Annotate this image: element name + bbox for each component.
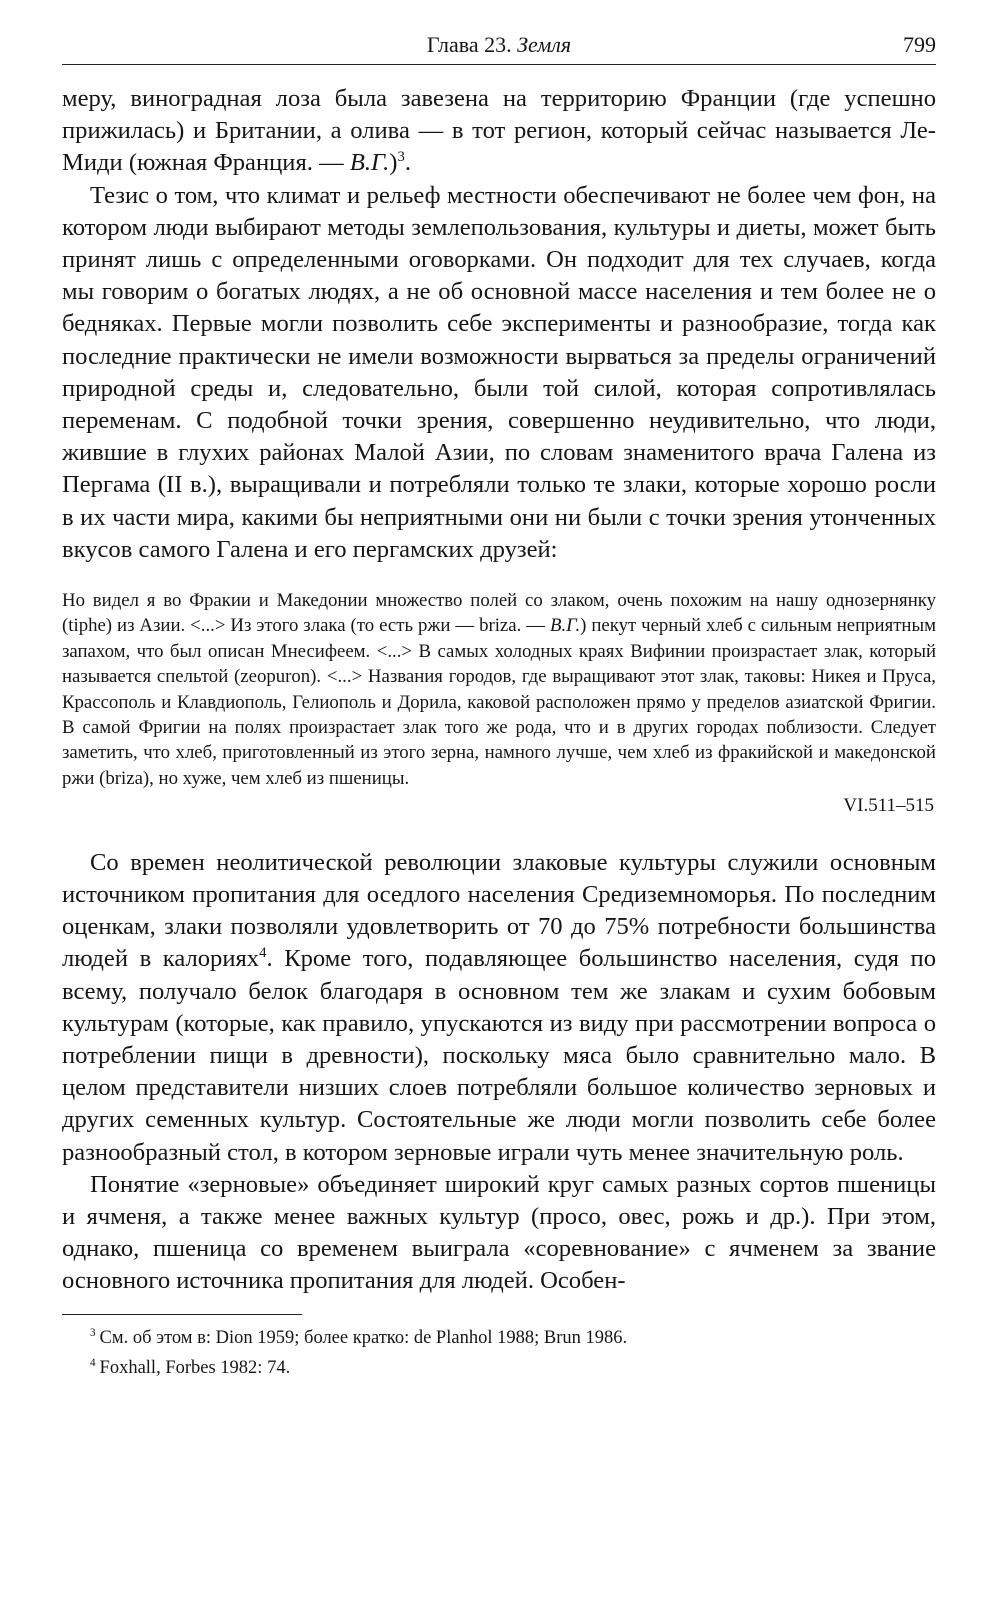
period: . xyxy=(404,149,412,177)
footnote-4 xyxy=(62,1351,936,1381)
header-rule xyxy=(62,64,936,65)
chapter-title: Земля xyxy=(517,32,572,57)
chapter-label: Глава 23. xyxy=(426,32,512,57)
footnotes xyxy=(62,1321,936,1381)
paragraph-1-text: меру, виноградная лоза была завезена на территорию Франции (где успешно прижилась) и Британии, а олива — в тот регион, который сейчас называется Ле-Миди (южная Франция. — xyxy=(62,85,936,177)
main-text-continued xyxy=(62,847,936,1298)
quote-text-a: Но видел я во Фракии и Македонии множество полей со злаком, очень похожим на нашу однозернянку (tiphe) из Азии. <...> Из этого злака (то есть ржи — briza. — xyxy=(62,590,936,637)
paragraph-3 xyxy=(62,847,936,1169)
footnote-3-text: См. об этом в: Dion 1959; более кратко: de Planhol 1988; Brun 1986. xyxy=(99,1327,628,1348)
running-title xyxy=(62,32,936,58)
editor-initials: В.Г. xyxy=(349,149,390,177)
footnote-4-mark: 4 xyxy=(90,1356,96,1369)
footnote-4-text: Foxhall, Forbes 1982: 74. xyxy=(99,1357,291,1378)
quote-text-b: ) пекут черный хлеб с сильным неприятным запахом, что был описан Мнесифеем. <...> В самых холодных краях Вифинии произрастает злак, который называется спельтой (zeopuron). <...> Названия городов, где выращивают этот злак, таковы: Никея и Пруса, Крассополь и Клавдиополь, Гелиополь и Дорила, каковой расположен прямо у пределов азиатской Фригии. В самой Фригии на полях произрастает злак того же рода, что и в других городах поблизости. Следует заметить, что хлеб, приготовленный из этого зерна, намного лучше, чем хлеб из фракийской и македонской ржи (briza), но хуже, чем хлеб из пшеницы. xyxy=(62,615,936,789)
paragraph-4: Понятие «зерновые» объединяет широкий круг самых разных сортов пшеницы и ячменя, а также менее важных культур (просо, овес, рожь и др.). При этом, однако, пшеница со временем выиграла «соревнование» с ячменем за звание основного источника пропитания для людей. Особен- xyxy=(62,1170,936,1295)
footnote-rule xyxy=(62,1314,302,1315)
paragraph-3-text-a: Со времен неолитической революции злаковые культуры служили основным источником пропитания для оседлого населения Средиземноморья. По последним оценкам, злаки позволяли удовлетворить от 70 до 75% потребности большинства людей в калориях xyxy=(62,848,936,973)
quote-reference: VI.511–515 xyxy=(843,795,934,817)
book-page xyxy=(62,28,936,1381)
footnote-3-mark: 3 xyxy=(90,1326,96,1339)
block-quote xyxy=(62,588,936,819)
page-number: 799 xyxy=(903,32,936,57)
quote-text xyxy=(62,588,936,791)
main-text xyxy=(62,83,936,566)
paragraph-2: Тезис о том, что климат и рельеф местности обеспечивают не более чем фон, на котором люди выбирают методы землепользования, культуры и диеты, может быть принят лишь с определенными оговорками. Он подходит для тех случаев, когда мы говорим о богатых людях, а не об основной массе населения и тем более не о бедняках. Первые могли позволить себе эксперименты и разнообразие, тогда как последние практически не имели возможности вырваться за пределы ограничений природной среды и, следовательно, были той силой, которая сопротивлялась переменам. С подобной точки зрения, совершенно неудивительно, что люди, жившие в глухих районах Малой Азии, по словам знаменитого врача Галена из Пергама (II в.), выращивали и потребляли только те злаки, которые хорошо росли в их части мира, какими бы неприятными они ни были с точки зрения утонченных вкусов самого Галена и его пергамских друзей: xyxy=(62,181,936,563)
footnote-3 xyxy=(62,1321,936,1351)
footnote-ref-4[interactable]: 4 xyxy=(259,945,267,962)
paren-close: ) xyxy=(389,149,398,177)
quote-editor-initials: В.Г. xyxy=(550,615,581,637)
footnote-ref-3[interactable]: 3 xyxy=(397,149,405,166)
running-header xyxy=(62,28,936,64)
paragraph-1 xyxy=(62,83,936,180)
paragraph-3-text-b: . Кроме того, подавляющее большинство населения, судя по всему, получало белок благодаря в основном тем же злакам и сухим бобовым культурам (которые, как правило, упускаются из виду при рассмотрении вопроса о потреблении пищи в древности), поскольку мяса было сравнительно мало. В целом представители низших слоев потребляли большое количество зерновых и других семенных культур. Состоятельные же люди могли позволить себе более разнообразный стол, в котором зерновые играли чуть менее значительную роль. xyxy=(62,945,936,1166)
